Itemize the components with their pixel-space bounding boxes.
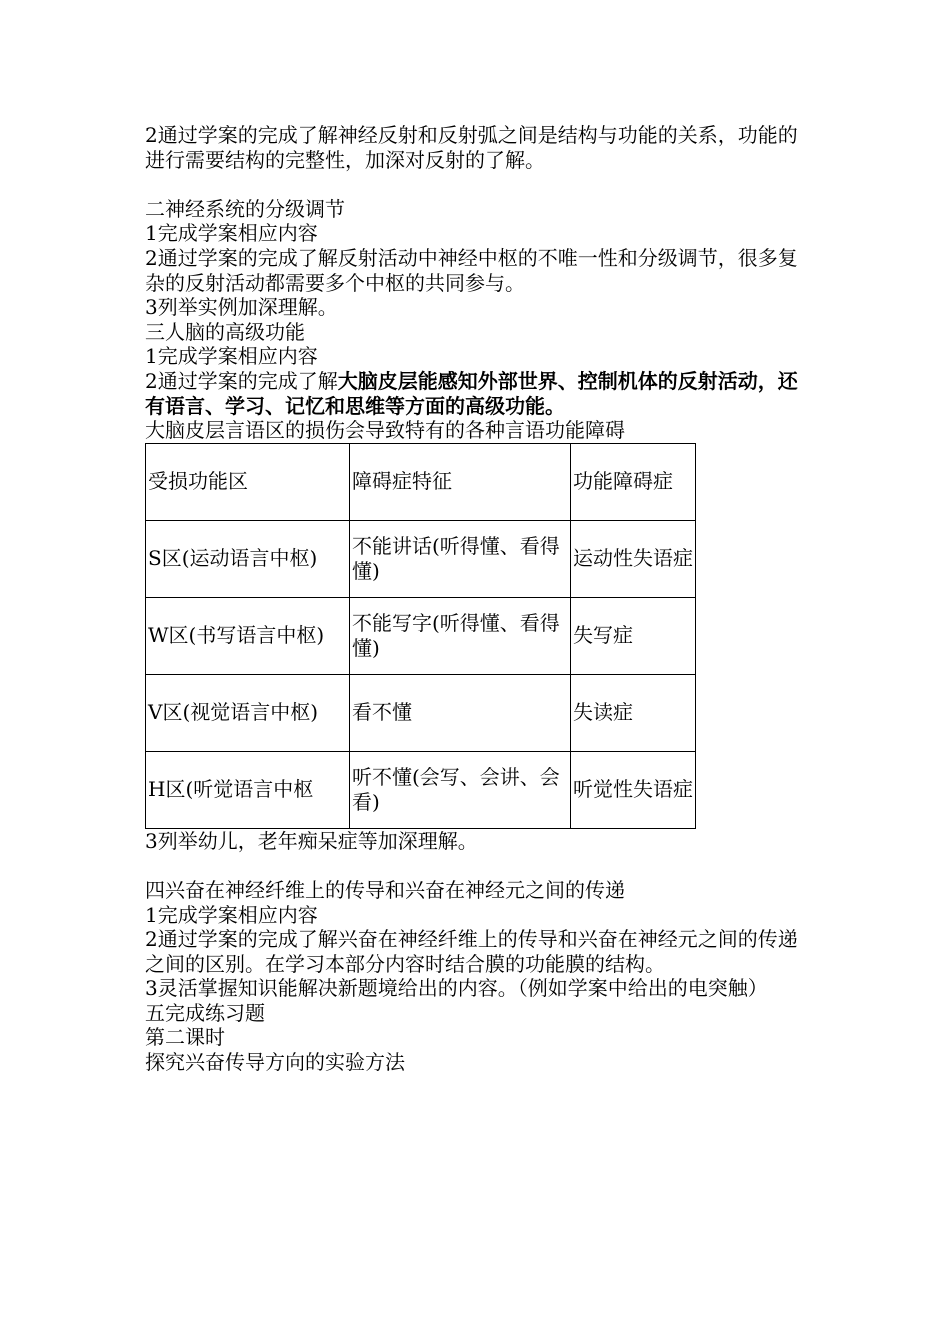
section2-item-3: 3列举实例加深理解。 bbox=[145, 295, 338, 320]
table-cell: 失写症 bbox=[571, 597, 696, 674]
table-header-cell: 障碍症特征 bbox=[350, 443, 571, 520]
section3-item-2-bold: 大脑皮层能感知外部世界、控制机体的反射活动，还有语言、学习、记忆和思维等方面的高级功能。 bbox=[145, 368, 798, 418]
section4-heading: 四兴奋在神经纤维上的传导和兴奋在神经元之间的传递 bbox=[145, 877, 625, 902]
section3-item-2-prefix: 2通过学案的完成了解 bbox=[145, 368, 338, 393]
table-cell: 不能讲话(听得懂、看得懂) bbox=[350, 520, 571, 597]
section4-item-1: 1完成学案相应内容 bbox=[145, 902, 318, 927]
section3-heading: 三人脑的高级功能 bbox=[145, 319, 305, 344]
section3-item-2 bbox=[145, 369, 815, 418]
table-header-row bbox=[146, 443, 696, 520]
language-area-table bbox=[145, 443, 696, 829]
section3-item-3: 3列举幼儿，老年痴呆症等加深理解。 bbox=[145, 828, 478, 853]
table-row bbox=[146, 597, 696, 674]
table-cell: 失读症 bbox=[571, 674, 696, 751]
table-row bbox=[146, 751, 696, 828]
table-row bbox=[146, 674, 696, 751]
lesson2-title: 第二课时 bbox=[145, 1025, 225, 1050]
section4-item-2: 2通过学案的完成了解兴奋在神经纤维上的传导和兴奋在神经元之间的传递之间的区别。在学习本部分内容时结合膜的功能膜的结构。 bbox=[145, 927, 798, 976]
table-cell: W区(书写语言中枢) bbox=[146, 597, 350, 674]
table-cell: S区(运动语言中枢) bbox=[146, 520, 350, 597]
table-cell: 不能写字(听得懂、看得懂) bbox=[350, 597, 571, 674]
section2-item-1: 1完成学案相应内容 bbox=[145, 221, 318, 246]
table-cell: H区(听觉语言中枢 bbox=[146, 751, 350, 828]
table-cell: 听觉性失语症 bbox=[571, 751, 696, 828]
section3-item-1: 1完成学案相应内容 bbox=[145, 344, 318, 369]
table-cell: 听不懂(会写、会讲、会看) bbox=[350, 751, 571, 828]
section2-heading: 二神经系统的分级调节 bbox=[145, 196, 345, 221]
table-cell: 运动性失语症 bbox=[571, 520, 696, 597]
table-caption: 大脑皮层言语区的损伤会导致特有的各种言语功能障碍 bbox=[145, 418, 625, 443]
paragraph-intro: 2通过学案的完成了解神经反射和反射弧之间是结构与功能的关系，功能的进行需要结构的完整性，加深对反射的了解。 bbox=[145, 123, 798, 172]
document-page bbox=[145, 123, 815, 1075]
spacer bbox=[145, 172, 815, 197]
table-cell: 看不懂 bbox=[350, 674, 571, 751]
table-cell: V区(视觉语言中枢) bbox=[146, 674, 350, 751]
section2-item-2: 2通过学案的完成了解反射活动中神经中枢的不唯一性和分级调节，很多复杂的反射活动都需要多个中枢的共同参与。 bbox=[145, 245, 798, 295]
table-header-cell: 受损功能区 bbox=[146, 443, 350, 520]
lesson2-subtitle: 探究兴奋传导方向的实验方法 bbox=[145, 1050, 405, 1075]
table-row bbox=[146, 520, 696, 597]
table-header-cell: 功能障碍症 bbox=[571, 443, 696, 520]
section4-item-3: 3灵活掌握知识能解决新题境给出的内容。（例如学案中给出的电突触） bbox=[145, 976, 768, 1001]
spacer bbox=[145, 853, 815, 878]
section5-heading: 五完成练习题 bbox=[145, 1000, 265, 1025]
